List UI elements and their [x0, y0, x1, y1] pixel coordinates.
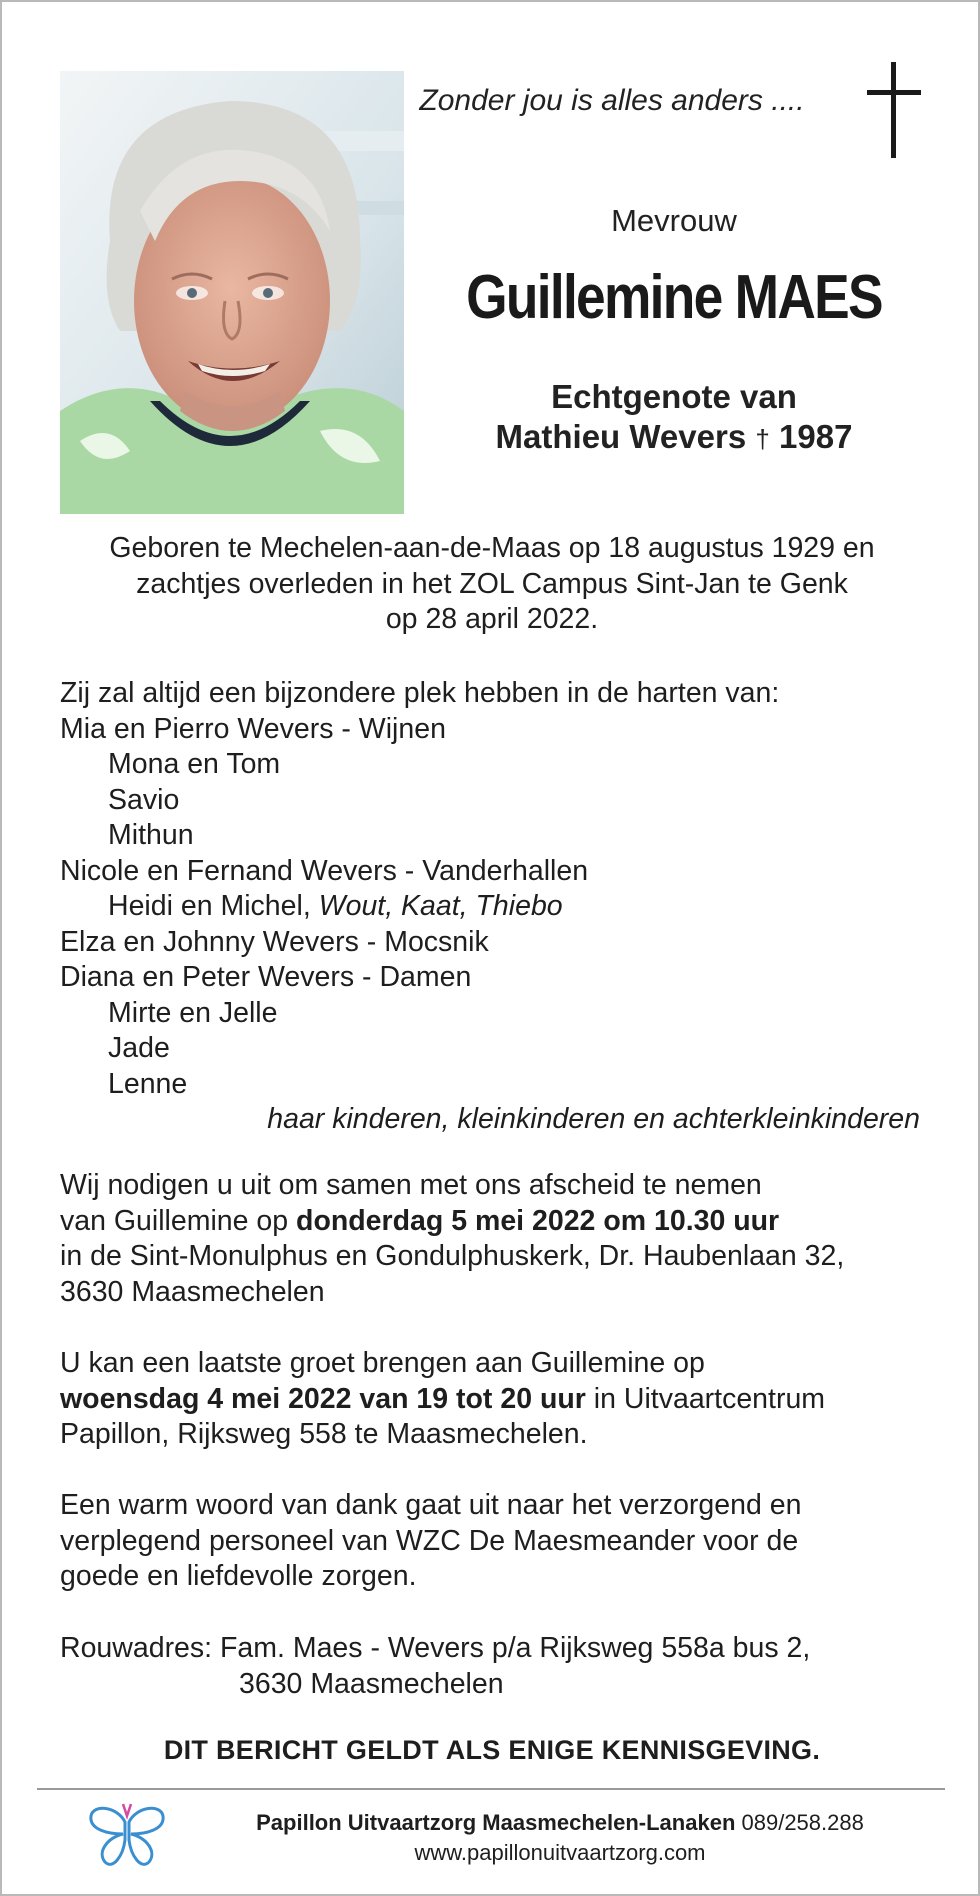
relative-line	[60, 889, 930, 925]
spouse-year: 1987	[779, 418, 853, 455]
spouse-name-line	[432, 417, 916, 459]
relatives-closing: haar kinderen, kleinkinderen en achterkleinkinderen	[267, 1103, 920, 1135]
undertaker-phone: 089/258.288	[735, 1810, 864, 1835]
ceremony-line: Wij nodigen u uit om samen met ons afscheid te nemen	[60, 1169, 762, 1201]
motto: Zonder jou is alles anders ....	[419, 84, 805, 117]
deceased-name: Guillemine MAES	[466, 263, 882, 332]
spouse-line: Echtgenote van	[551, 378, 797, 415]
visitation-line	[60, 1382, 930, 1418]
undertaker-name: Papillon Uitvaartzorg Maasmechelen-Lanaken	[256, 1810, 736, 1835]
relatives-intro: Zij zal altijd een bijzondere plek hebben in de harten van:	[60, 677, 780, 709]
mourning-address	[60, 1631, 930, 1702]
relative-line: Nicole en Fernand Wevers - Vanderhallen	[60, 854, 589, 887]
relative-line: Jade	[108, 1032, 170, 1064]
birth-line: op 28 april 2022.	[385, 603, 599, 635]
address-line: Rouwadres: Fam. Maes - Wevers p/a Rijksweg 558a bus 2,	[60, 1632, 811, 1664]
relative-line: Savio	[108, 783, 180, 816]
ceremony-line: 3630 Maasmechelen	[60, 1275, 325, 1308]
notice-banner: DIT BERICHT GELDT ALS ENIGE KENNISGEVING.	[163, 1735, 821, 1765]
relative-names-italic: Wout, Kaat, Thiebo	[318, 890, 563, 922]
birth-line: zachtjes overleden in het ZOL Campus Sint-Jan te Genk	[136, 567, 848, 600]
relative-line: Mithun	[108, 819, 194, 851]
thanks-line: goede en liefdevolle zorgen.	[60, 1560, 417, 1592]
undertaker-info	[180, 1808, 940, 1868]
birth-death-text	[42, 531, 942, 638]
relative-line: Diana en Peter Wevers - Damen	[60, 961, 472, 993]
relative-line: Mona en Tom	[108, 748, 281, 780]
portrait-photo	[60, 71, 404, 514]
ceremony-line: in de Sint-Monulphus en Gondulphuskerk, Dr. Haubenlaan 32,	[60, 1240, 845, 1272]
dagger-icon: †	[755, 424, 770, 454]
visitation-text	[60, 1346, 930, 1453]
spouse-block	[432, 377, 916, 459]
divider	[37, 1788, 945, 1790]
undertaker-website[interactable]: www.papillonuitvaartzorg.com	[414, 1840, 706, 1865]
relative-line: Mia en Pierro Wevers - Wijnen	[60, 712, 446, 745]
ceremony-text	[60, 1168, 930, 1310]
visitation-line: Papillon, Rijksweg 558 te Maasmechelen.	[60, 1418, 588, 1450]
ceremony-datetime: donderdag 5 mei 2022 om 10.30 uur	[296, 1204, 780, 1237]
relative-line: Elza en Johnny Wevers - Mocsnik	[60, 925, 489, 958]
relative-names: Heidi en Michel,	[108, 890, 319, 922]
relative-line: Mirte en Jelle	[108, 996, 278, 1029]
relatives-list	[60, 676, 930, 1138]
butterfly-logo-icon	[87, 1800, 167, 1872]
birth-line: Geboren te Mechelen-aan-de-Maas op 18 augustus 1929 en	[109, 532, 875, 564]
visitation-location: in Uitvaartcentrum	[585, 1382, 826, 1415]
thanks-line: verplegend personeel van WZC De Maesmeander voor de	[60, 1524, 799, 1557]
relative-line: Lenne	[108, 1067, 188, 1100]
visitation-line: U kan een laatste groet brengen aan Guillemine op	[60, 1347, 705, 1379]
address-line: 3630 Maasmechelen	[239, 1667, 504, 1700]
ceremony-intro: van Guillemine op	[60, 1204, 297, 1237]
spouse-name: Mathieu Wevers	[495, 418, 747, 455]
undertaker-line	[180, 1808, 940, 1838]
salutation: Mevrouw	[611, 203, 737, 238]
thanks-text	[60, 1488, 930, 1595]
visitation-datetime: woensdag 4 mei 2022 van 19 tot 20 uur	[60, 1382, 586, 1415]
ceremony-line	[60, 1204, 930, 1240]
thanks-line: Een warm woord van dank gaat uit naar het verzorgend en	[60, 1489, 802, 1521]
cross-icon	[864, 60, 924, 160]
